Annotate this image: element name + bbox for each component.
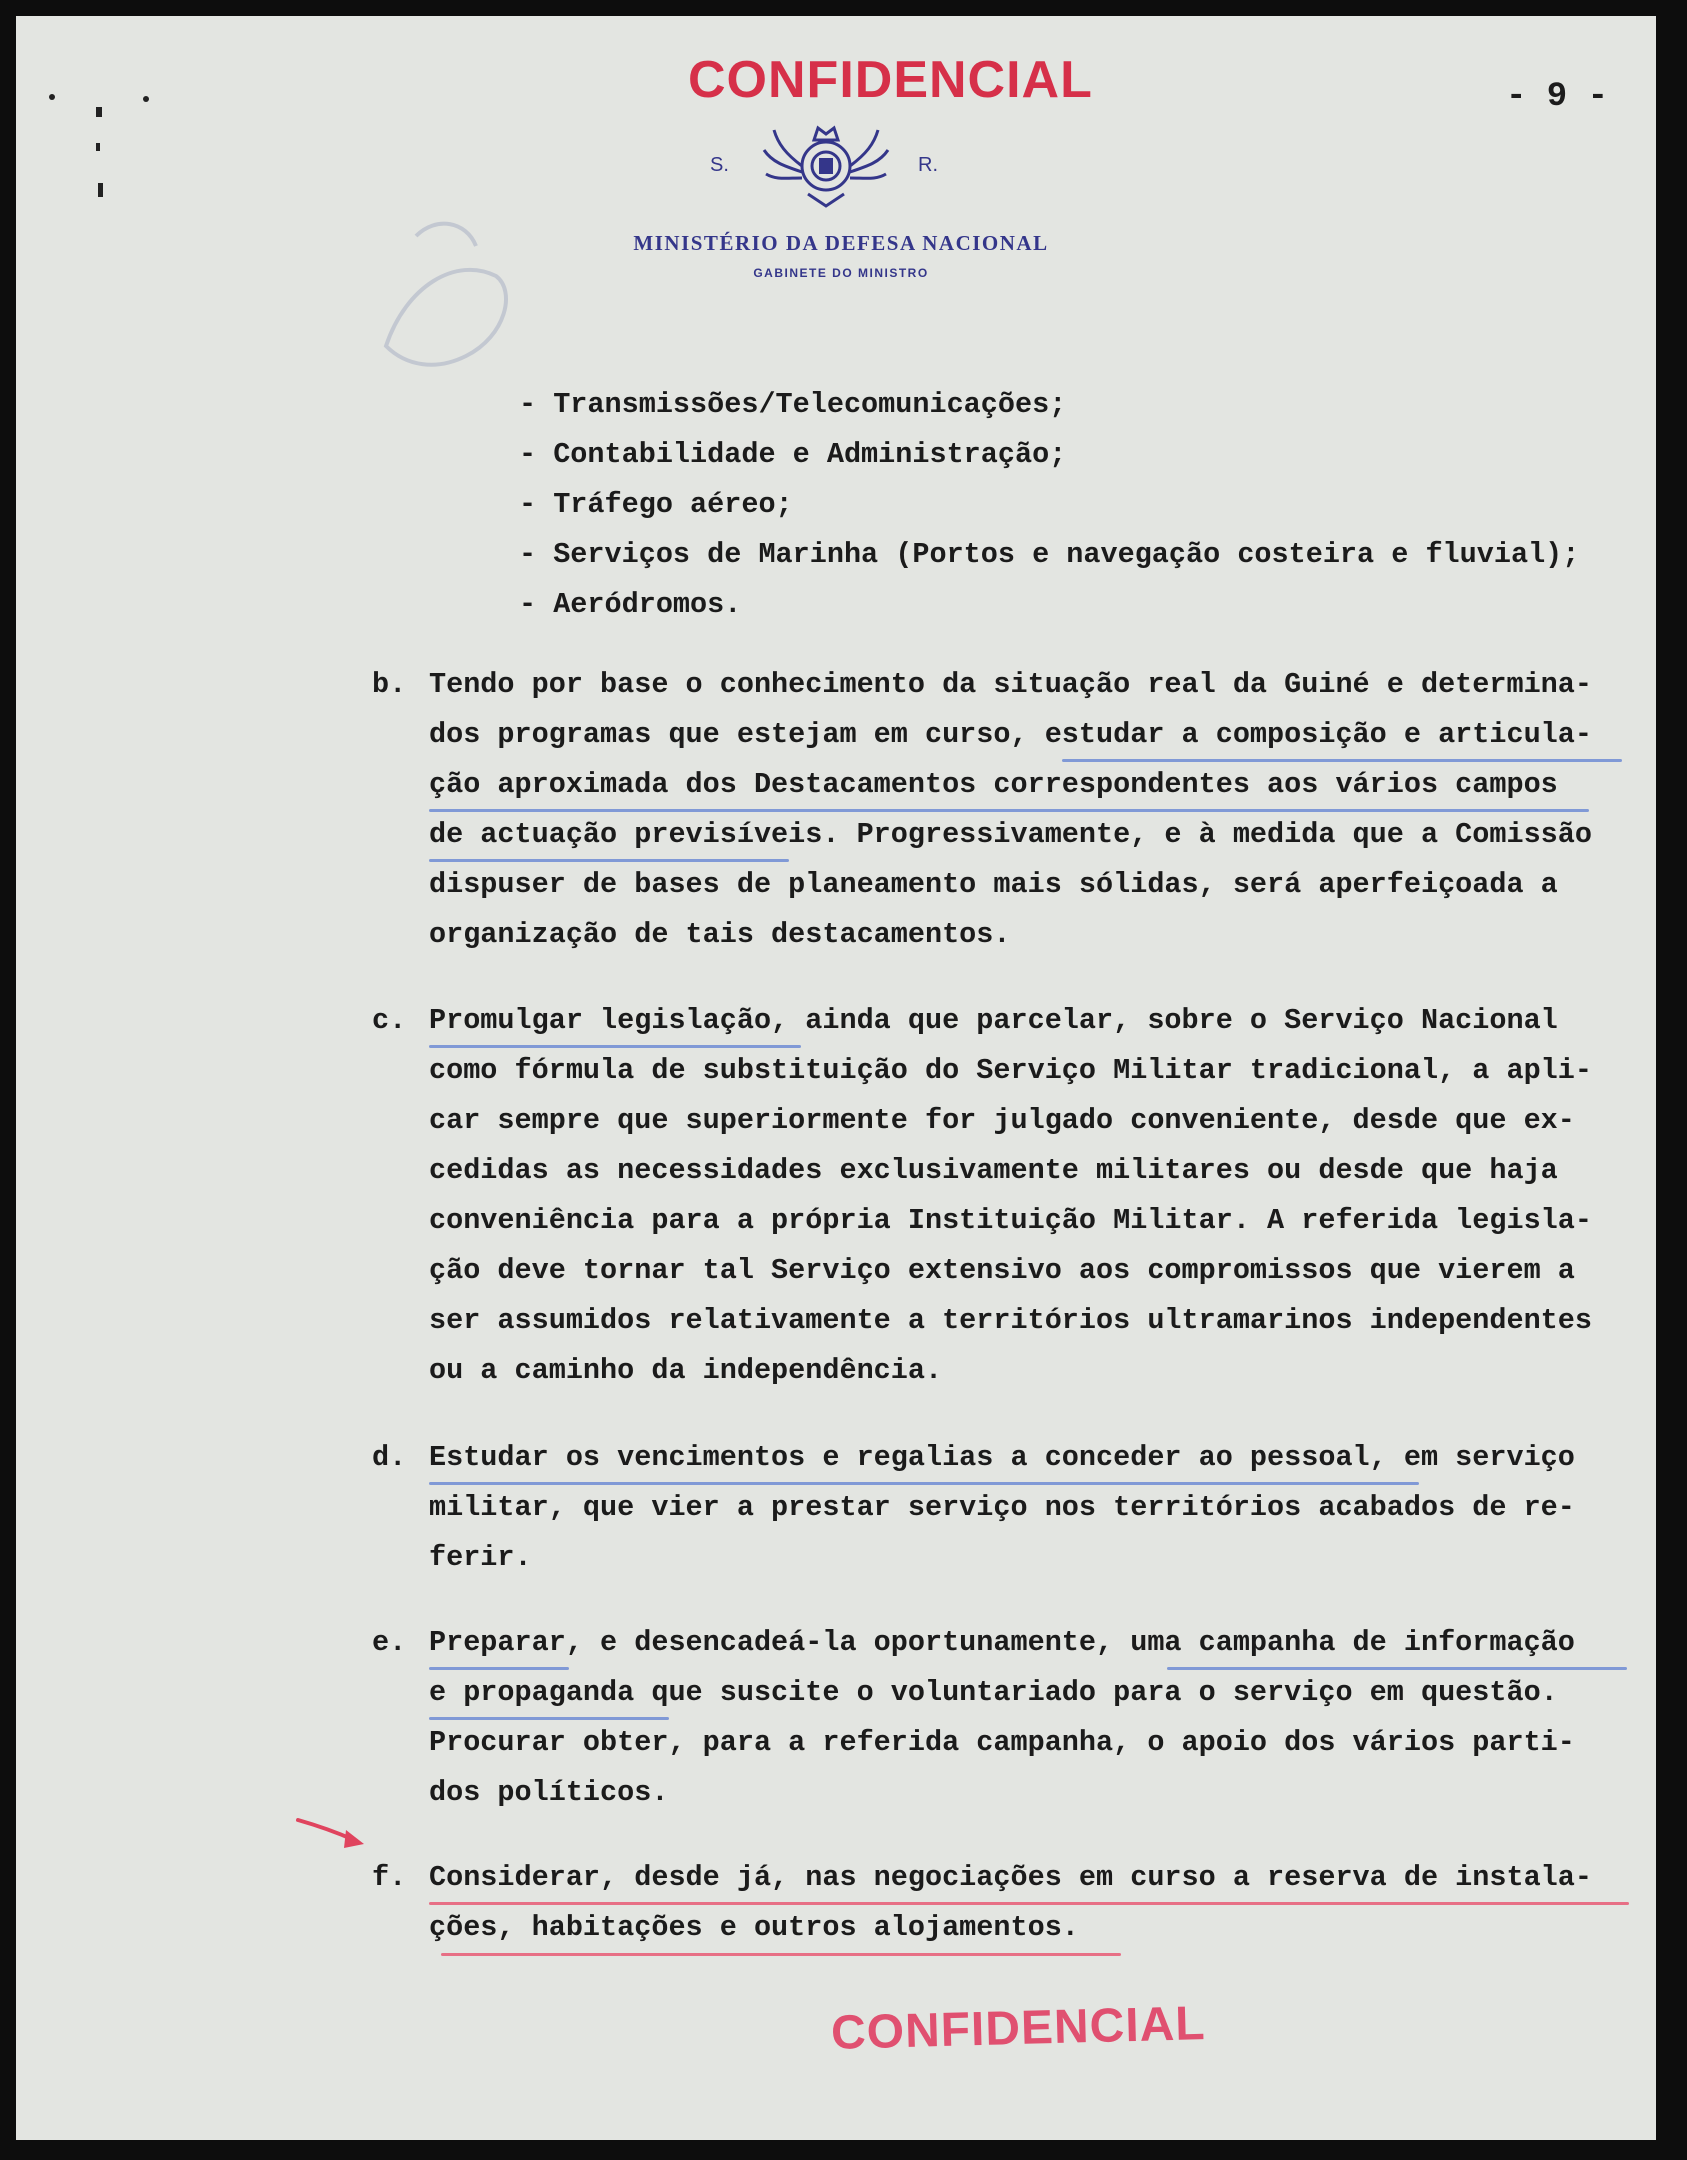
list-item: - Tráfego aéreo; xyxy=(519,488,793,521)
blue-pencil-underline xyxy=(429,1667,569,1670)
paragraph-line: ção aproximada dos Destacamentos correspondentes aos vários campos xyxy=(429,768,1558,801)
list-item: - Serviços de Marinha (Portos e navegação costeira e fluvial); xyxy=(519,538,1580,571)
confidential-stamp-bottom: CONFIDENCIAL xyxy=(830,1997,1207,2060)
section-marker-d: d. xyxy=(372,1441,407,1474)
paragraph-line: ferir. xyxy=(429,1541,532,1574)
paragraph-line: ou a caminho da independência. xyxy=(429,1354,943,1387)
section-marker-f: f. xyxy=(372,1861,407,1894)
red-pencil-underline xyxy=(441,1953,1121,1956)
paragraph-line: Preparar, e desencadeá-la oportunamente, uma campanha de informação xyxy=(429,1626,1575,1659)
cabinet-name: GABINETE DO MINISTRO xyxy=(753,266,929,280)
letterhead-r: R. xyxy=(918,154,938,176)
blue-pencil-underline xyxy=(1062,759,1622,762)
ministry-name: MINISTÉRIO DA DEFESA NACIONAL xyxy=(633,231,1049,255)
paragraph-line: dos políticos. xyxy=(429,1776,669,1809)
paragraph-line: car sempre que superiormente for julgado conveniente, desde que ex- xyxy=(429,1104,1575,1137)
confidential-stamp-top: CONFIDENCIAL xyxy=(688,51,1093,109)
paragraph-line: militar, que vier a prestar serviço nos territórios acabados de re- xyxy=(429,1491,1575,1524)
paragraph-line: ções, habitações e outros alojamentos. xyxy=(429,1911,1079,1944)
letterhead-s: S. xyxy=(710,154,729,176)
section-marker-c: c. xyxy=(372,1004,407,1037)
blue-pencil-underline xyxy=(429,1717,669,1720)
paragraph-line: dispuser de bases de planeamento mais sólidas, será aperfeiçoada a xyxy=(429,868,1558,901)
paragraph-line: ser assumidos relativamente a territórios ultramarinos independentes xyxy=(429,1304,1592,1337)
paragraph-line: Estudar os vencimentos e regalias a conceder ao pessoal, em serviço xyxy=(429,1441,1575,1474)
paragraph-line: conveniência para a própria Instituição Militar. A referida legisla- xyxy=(429,1204,1592,1237)
blue-pencil-underline xyxy=(429,859,789,862)
paragraph-line: organização de tais destacamentos. xyxy=(429,918,1011,951)
red-arrow-icon xyxy=(294,1808,374,1858)
paragraph-line: Promulgar legislação, ainda que parcelar, sobre o Serviço Nacional xyxy=(429,1004,1558,1037)
coat-of-arms-icon xyxy=(756,114,896,214)
blue-pencil-underline xyxy=(429,1045,801,1048)
section-marker-e: e. xyxy=(372,1626,407,1659)
red-pencil-underline xyxy=(429,1902,1629,1905)
page-number: - 9 - xyxy=(1506,78,1609,116)
list-item: - Aeródromos. xyxy=(519,588,742,621)
edge-marks xyxy=(46,71,156,221)
blue-pencil-underline xyxy=(1167,1667,1627,1670)
paragraph-line: Considerar, desde já, nas negociações em curso a reserva de instala- xyxy=(429,1861,1592,1894)
section-marker-b: b. xyxy=(372,668,407,701)
list-item: - Contabilidade e Administração; xyxy=(519,438,1067,471)
paragraph-line: Procurar obter, para a referida campanha, o apoio dos vários parti- xyxy=(429,1726,1575,1759)
paragraph-line: dos programas que estejam em curso, estudar a composição e articula- xyxy=(429,718,1592,751)
blue-pencil-underline xyxy=(429,1482,1419,1485)
paragraph-line: Tendo por base o conhecimento da situação real da Guiné e determina- xyxy=(429,668,1592,701)
paragraph-line: como fórmula de substituição do Serviço Militar tradicional, a apli- xyxy=(429,1054,1592,1087)
list-item: - Transmissões/Telecomunicações; xyxy=(519,388,1067,421)
paragraph-line: de actuação previsíveis. Progressivamente, e à medida que a Comissão xyxy=(429,818,1592,851)
paragraph-line: cedidas as necessidades exclusivamente militares ou desde que haja xyxy=(429,1154,1558,1187)
paragraph-line: ção deve tornar tal Serviço extensivo aos compromissos que vierem a xyxy=(429,1254,1575,1287)
paragraph-line: e propaganda que suscite o voluntariado para o serviço em questão. xyxy=(429,1676,1558,1709)
bleed-through-mark xyxy=(346,196,546,396)
blue-pencil-underline xyxy=(429,809,1589,812)
document-page xyxy=(16,16,1656,2140)
